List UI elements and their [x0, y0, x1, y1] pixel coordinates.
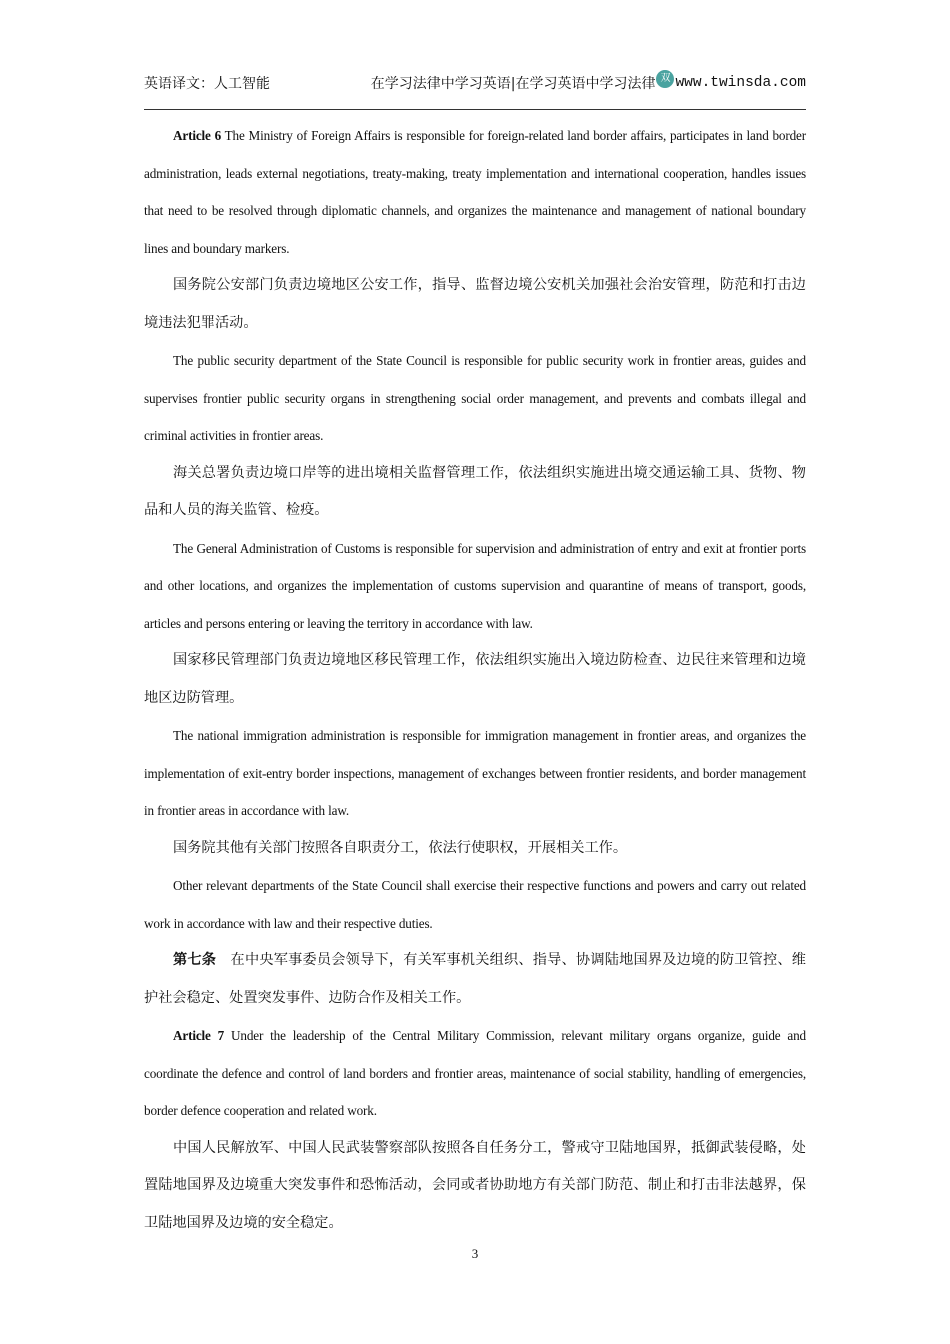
- header-divider: [144, 109, 806, 110]
- paragraph-text: The General Administration of Customs is responsible for supervision and administration of entry and exit at frontier ports and other locations, and organizes the implementation of customs supervision and quarantine of means of transport, goods, articles and persons entering or leaving the territory in accordance with law.: [144, 540, 806, 631]
- paragraph-article-7-zh: [144, 942, 806, 1017]
- paragraph-text: Under the leadership of the Central Military Commission, relevant military organs organize, guide and coordinate the defence and control of land borders and frontier areas, maintenance of social stability, handling of emergencies, border defence cooperation and related work.: [144, 1028, 806, 1118]
- paragraph-text: Other relevant departments of the State Council shall exercise their respective functions and powers and carry out related work in accordance with law and their respective duties.: [144, 878, 806, 931]
- paragraph-text: The national immigration administration is responsible for immigration management in frontier areas, and organizes the implementation of exit-entry border inspections, management of exchanges between frontier residents, and border management in frontier areas in accordance with law.: [144, 728, 806, 818]
- paragraph-zh: [144, 642, 806, 717]
- paragraph-text: 中国人民解放军、中国人民武装警察部队按照各自任务分工，警戒守卫陆地国界，抵御武装侵略，处置陆地国界及边境重大突发事件和恐怖活动，会同或者协助地方有关部门防范、制止和打击非法越界，保卫陆地国界及边境的安全稳定。: [144, 1139, 806, 1231]
- paragraph-en: [144, 717, 806, 830]
- paragraph-zh: [144, 830, 806, 868]
- page-number: 3: [471, 1246, 479, 1261]
- header-tagline: [371, 73, 806, 93]
- article-heading: 第七条: [173, 952, 217, 968]
- paragraph-en: [144, 867, 806, 942]
- header-title: 英语译文：人工智能: [144, 76, 270, 92]
- paragraph-en: [144, 342, 806, 455]
- document-body: [144, 117, 806, 1242]
- paragraph-text: 国务院其他有关部门按照各自职责分工，依法行使职权，开展相关工作。: [173, 839, 628, 856]
- paragraph-text: The Ministry of Foreign Affairs is responsible for foreign-related land border affairs, participates in land border administration, leads external negotiations, treaty-making, treaty implementation and international cooperation, handles issues that need to be resolved through diplomatic channels, and organizes the maintenance and management of national boundary lines and boundary markers.: [144, 128, 806, 256]
- article-heading: Article 6: [173, 128, 222, 143]
- paragraph-article-6-en: [144, 117, 806, 267]
- paragraph-zh: [144, 267, 806, 342]
- paragraph-article-7-en: [144, 1017, 806, 1130]
- header-slogan: 在学习法律中学习英语|在学习英语中学习法律: [370, 76, 656, 92]
- paragraph-text: The public security department of the State Council is responsible for public security work in frontier areas, guides and supervises frontier public security organs in strengthening social order management, and prevents and combats illegal and criminal activities in frontier areas.: [144, 353, 806, 443]
- paragraph-zh: [144, 455, 806, 530]
- article-heading: Article 7: [173, 1028, 225, 1043]
- twinsda-logo-icon: 双: [656, 70, 674, 88]
- paragraph-en: [144, 530, 806, 643]
- paragraph-text: 海关总署负责边境口岸等的进出境相关监督管理工作，依法组织实施进出境交通运输工具、货物、物品和人员的海关监管、检疫。: [144, 464, 806, 518]
- paragraph-text: 国家移民管理部门负责边境地区移民管理工作，依法组织实施出入境边防检查、边民往来管理和边境地区边防管理。: [144, 652, 806, 706]
- header-site-link[interactable]: www.twinsda.com: [675, 75, 806, 91]
- paragraph-zh: [144, 1130, 806, 1243]
- paragraph-text: 国务院公安部门负责边境地区公安工作，指导、监督边境公安机关加强社会治安管理，防范和打击边境违法犯罪活动。: [144, 277, 806, 331]
- page-header: [144, 70, 806, 100]
- paragraph-text: 在中央军事委员会领导下，有关军事机关组织、指导、协调陆地国界及边境的防卫管控、维护社会稳定、处置突发事件、边防合作及相关工作。: [144, 952, 806, 1006]
